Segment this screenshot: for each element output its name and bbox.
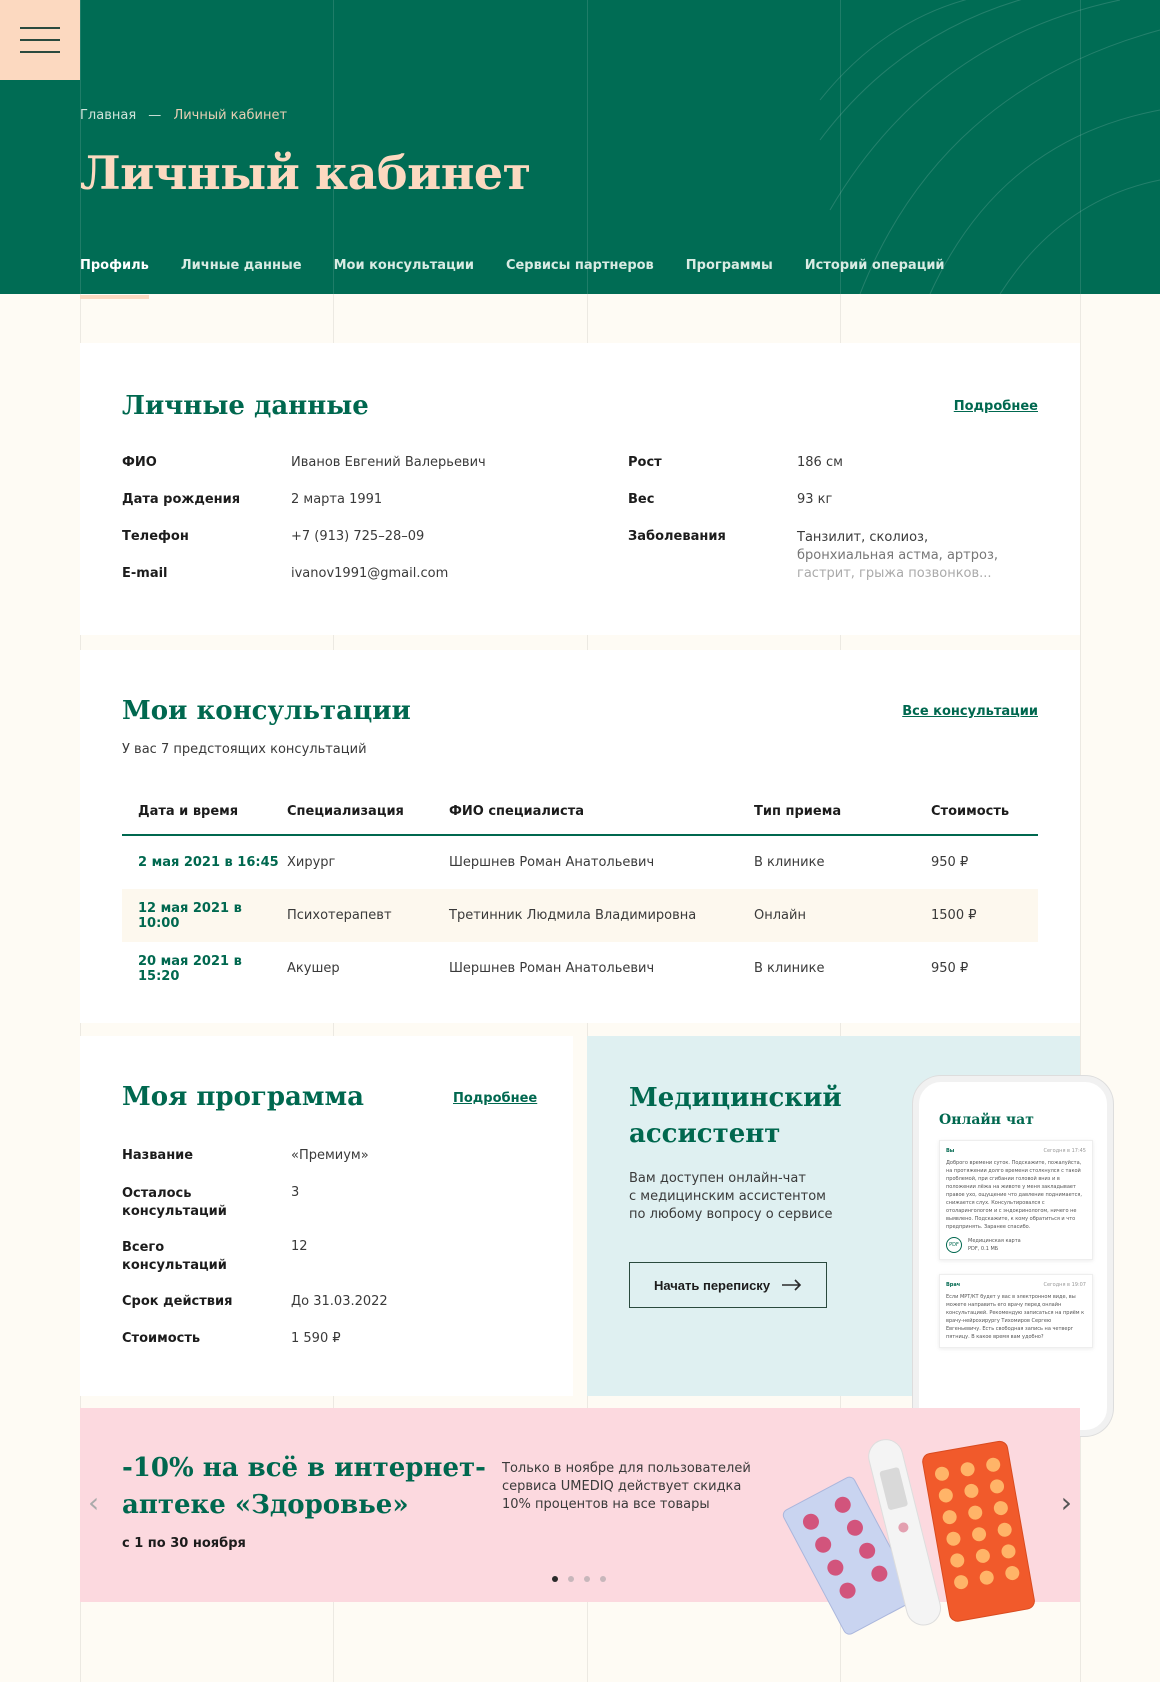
cell-specialization: Психотерапевт [287,908,392,923]
arrow-right-icon [782,1279,802,1291]
weight-value: 93 кг [797,492,833,507]
phone-label: Телефон [122,529,189,544]
document-icon: PDF [946,1237,962,1253]
validity-label: Срок действия [122,1294,233,1309]
phone-chat-title: Онлайн чат [939,1112,1034,1128]
attached-file[interactable] [946,1237,1086,1253]
pagination-dot[interactable] [568,1576,574,1582]
start-chat-label: Начать переписку [653,1277,771,1293]
cell-specialist: Шершнев Роман Анатольевич [449,961,655,976]
promo-title-line: аптеке «Здоровье» [122,1490,409,1520]
pagination-dot[interactable] [584,1576,590,1582]
breadcrumb [80,108,287,123]
promo-text-line: Только в ноябре для пользователей [502,1461,751,1476]
col-price: Стоимость [931,803,1010,819]
promo-dates: с 1 по 30 ноября [122,1536,246,1551]
consultations-card [80,650,1080,1023]
col-date: Дата и время [138,803,239,819]
tab-profile[interactable]: Профиль [80,258,149,299]
cell-type: В клинике [754,855,825,870]
birthdate-label: Дата рождения [122,492,241,507]
hamburger-icon [20,27,60,29]
message-time: Сегодня в 17:45 [1043,1148,1086,1154]
total-value: 12 [291,1239,308,1254]
diseases-label: Заболевания [628,529,726,544]
message-text: Если МРТ/КТ будет у вас в электронном виде, вы можете направить его врачу перед онлайн консультацией. Рекомендую записаться на приём к врачу-нейрохирургу Тихомиров Сергею Евгеньевичу. Есть свободная запись на четверг пятницу. В какое время вам удобно? [946,1294,1085,1340]
tab-consultations[interactable]: Мои консультации [333,258,474,273]
page-title: Личный кабинет [80,146,531,200]
hamburger-icon [20,51,60,53]
chat-message [939,1140,1093,1260]
remaining-label: Осталось консультаций [122,1186,227,1219]
menu-button[interactable] [0,0,80,80]
cell-specialization: Акушер [287,961,340,976]
promo-title [122,1450,486,1524]
fio-label: ФИО [122,455,157,470]
personal-data-title: Личные данные [122,391,369,421]
profile-tabs [80,258,977,299]
diseases-value [797,529,998,583]
cell-specialist: Шершнев Роман Анатольевич [449,855,655,870]
fio-value: Иванов Евгений Валерьевич [291,455,486,470]
decorative-arcs [820,0,1160,294]
promo-text-line: сервиса UMEDIQ действует скидка [502,1479,742,1494]
program-more-link[interactable]: Подробнее [453,1091,538,1106]
program-card [80,1036,573,1396]
cell-type: Онлайн [754,908,806,923]
total-label: Всего консультаций [122,1240,227,1273]
message-author: Вы [946,1148,955,1154]
consultations-table [122,788,1038,995]
promo-text-line: 10% процентов на все товары [502,1497,710,1512]
assistant-title-line: Медицинский [629,1083,842,1113]
file-meta: PDF, 0.1 МБ [968,1246,999,1252]
promo-prev-arrow[interactable]: ‹ [88,1486,100,1519]
breadcrumb-separator: — [148,108,162,123]
diseases-line: гастрит, грыжа позвонков... [797,566,992,581]
cell-date: 12 мая 2021 в 10:00 [138,900,242,931]
pharmacy-products-image [780,1428,1040,1602]
assistant-text-line: с медицинским ассистентом [629,1189,826,1204]
tab-operations-history[interactable]: Историй операций [804,258,945,273]
promo-text [502,1460,751,1514]
cell-price: 1500 ₽ [931,908,977,923]
table-row[interactable] [122,889,1038,942]
message-time: Сегодня в 19:07 [1043,1282,1086,1288]
birthdate-value: 2 марта 1991 [291,492,383,507]
promo-title-line: -10% на всё в интернет- [122,1453,486,1483]
program-title: Моя программа [122,1082,364,1112]
assistant-text-line: по любому вопросу о сервисе [629,1207,833,1222]
col-type: Тип приема [754,803,842,819]
hamburger-icon [20,39,60,41]
weight-label: Вес [628,492,655,507]
table-header [122,788,1038,836]
message-author: Врач [946,1282,961,1288]
promo-next-arrow[interactable]: › [1060,1486,1072,1519]
assistant-text-line: Вам доступен онлайн-чат [629,1171,806,1186]
breadcrumb-home[interactable]: Главная [80,108,137,123]
message-text: Доброго времени суток. Подскажите, пожалуйста, на протяжении долго времени столкнулся с такой проблемой, при сгибании головой вниз и в положении лёжа на животе у меня закладывает правое ухо, ощущение что давление поднимается, снижается слух. Консультировался с отоларингологом и с эндокринологом, ничего не выявлено. Подскажите, к кому обратиться и что предпринять. Заранее спасибо. [946,1160,1082,1230]
chat-message [939,1274,1093,1348]
col-specialization: Специализация [287,803,404,819]
table-row[interactable] [122,836,1038,889]
cell-date: 2 мая 2021 в 16:45 [138,855,279,870]
program-price-label: Стоимость [122,1331,201,1346]
table-row[interactable] [122,942,1038,995]
cell-type: В клинике [754,961,825,976]
pagination-dot[interactable] [552,1576,558,1582]
phone-value: +7 (913) 725–28–09 [291,529,425,544]
page-header [0,0,1160,294]
message-header [946,1147,1086,1155]
cell-specialization: Хирург [287,855,336,870]
program-name-label: Название [122,1148,194,1163]
phone-mockup [913,1076,1113,1436]
cell-price: 950 ₽ [931,961,969,976]
all-consultations-link[interactable]: Все консультации [902,704,1038,719]
pagination-dot[interactable] [600,1576,606,1582]
cell-price: 950 ₽ [931,855,969,870]
program-price-value: 1 590 ₽ [291,1331,341,1346]
promo-banner [80,1408,1080,1602]
assistant-title-line: ассистент [629,1119,781,1149]
start-chat-button[interactable] [629,1262,827,1308]
personal-data-card [80,343,1080,635]
diseases-line: Танзилит, сколиоз, [797,530,929,545]
consultations-subtitle: У вас 7 предстоящих консультаций [122,742,367,757]
message-header [946,1281,1086,1289]
col-specialist: ФИО специалиста [449,803,585,819]
height-label: Рост [628,455,662,470]
personal-data-more-link[interactable]: Подробнее [953,399,1038,414]
email-label: E-mail [122,566,168,581]
cell-specialist: Третинник Людмила Владимировна [449,908,697,923]
assistant-text [629,1170,832,1224]
tab-personal-data[interactable]: Личные данные [180,258,302,273]
file-name: Медицинская карта [968,1238,1021,1244]
assistant-card [587,1036,1086,1396]
tab-partner-services[interactable]: Сервисы партнеров [505,258,654,273]
remaining-value: 3 [291,1185,300,1200]
height-value: 186 см [797,455,843,470]
assistant-title [629,1080,842,1152]
program-name-value: «Премиум» [291,1148,369,1163]
breadcrumb-current: Личный кабинет [173,108,288,123]
consultations-title: Мои консультации [122,696,411,726]
tab-programs[interactable]: Программы [685,258,773,273]
cell-date: 20 мая 2021 в 15:20 [138,953,242,984]
validity-value: До 31.03.2022 [291,1294,388,1309]
diseases-line: бронхиальная астма, артроз, [797,548,998,563]
email-value: ivanov1991@gmail.com [291,566,449,581]
promo-pagination [552,1576,606,1582]
